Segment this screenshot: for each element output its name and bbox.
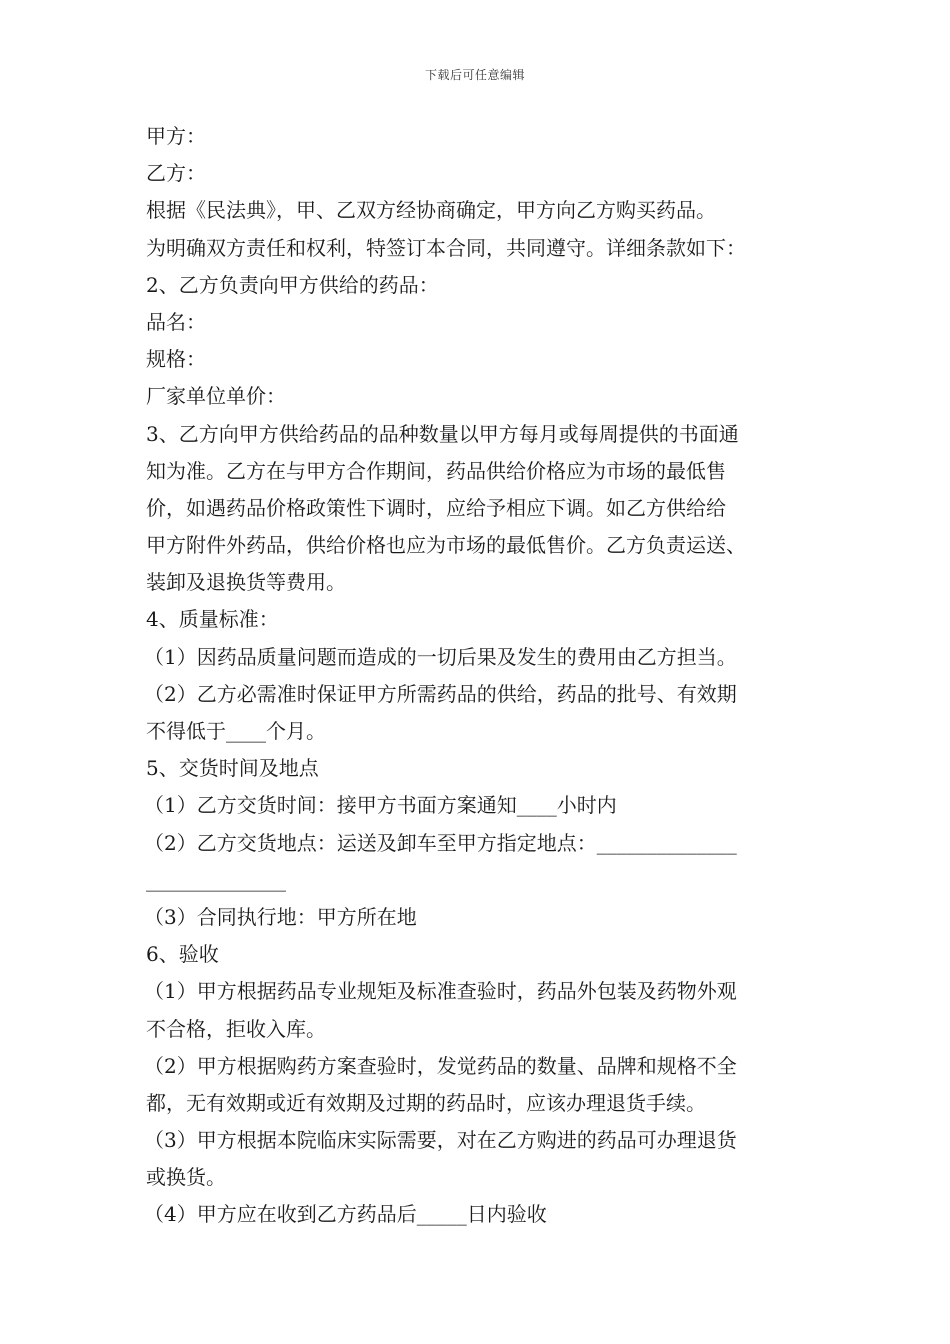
clause-6-item-1-cont: 不合格，拒收入库。 <box>146 1016 326 1041</box>
clause-6-item-2-cont: 都，无有效期或近有效期及过期的药品时，应该办理退货手续。 <box>146 1090 706 1115</box>
clause-3-line-3: 价，如遇药品价格政策性下调时，应给予相应下调。如乙方供给给 <box>146 495 726 520</box>
preamble-line-1: 根据《民法典》，甲、乙双方经协商确定，甲方向乙方购买药品。 <box>146 198 716 223</box>
specification-line: 规格： <box>146 347 206 372</box>
clause-3-line-2: 知为准。乙方在与甲方合作期间，药品供给价格应为市场的最低售 <box>146 458 726 483</box>
document-body <box>146 118 826 1234</box>
preamble-line-2: 为明确双方责任和权利，特签订本合同，共同遵守。详细条款如下： <box>146 235 746 260</box>
clause-3-line-1: 3、乙方向甲方供给药品的品种数量以甲方每月或每周提供的书面通 <box>146 421 739 446</box>
clause-2-heading: 2、乙方负责向甲方供给的药品： <box>146 272 439 297</box>
product-name-line: 品名： <box>146 309 206 334</box>
clause-5-item-2-blank: ______________ <box>146 867 286 892</box>
clause-6-item-1: （1）甲方根据药品专业规矩及标准查验时，药品外包装及药物外观 <box>144 979 737 1004</box>
clause-6-item-4: （4）甲方应在收到乙方药品后_____日内验收 <box>144 1202 547 1227</box>
clause-4-item-2: （2）乙方必需准时保证甲方所需药品的供给，药品的批号、有效期 <box>144 681 737 706</box>
clause-5-item-2: （2）乙方交货地点：运送及卸车至甲方指定地点：______________ <box>144 830 737 855</box>
clause-3-line-4: 甲方附件外药品，供给价格也应为市场的最低售价。乙方负责运送、 <box>146 533 746 558</box>
clause-4-item-1: （1）因药品质量问题而造成的一切后果及发生的费用由乙方担当。 <box>144 644 737 669</box>
party-b-line: 乙方： <box>146 161 206 186</box>
clause-4-heading: 4、质量标准： <box>146 607 279 632</box>
clause-4-item-2-cont: 不得低于____个月。 <box>146 719 326 743</box>
clause-6-item-2: （2）甲方根据购药方案查验时，发觉药品的数量、品牌和规格不全 <box>144 1053 737 1078</box>
manufacturer-price-line: 厂家单位单价： <box>146 384 286 409</box>
clause-6-heading: 6、验收 <box>146 942 219 967</box>
page-header: 下载后可任意编辑 <box>424 68 525 82</box>
party-a-line: 甲方： <box>146 124 206 148</box>
clause-5-heading: 5、交货时间及地点 <box>146 756 319 781</box>
clause-5-item-1: （1）乙方交货时间：接甲方书面方案通知____小时内 <box>144 793 617 818</box>
clause-5-item-3: （3）合同执行地：甲方所在地 <box>144 904 417 929</box>
clause-6-item-3-cont: 或换货。 <box>146 1165 226 1190</box>
clause-3-line-5: 装卸及退换货等费用。 <box>146 570 346 595</box>
clause-6-item-3: （3）甲方根据本院临床实际需要，对在乙方购进的药品可办理退货 <box>144 1128 737 1153</box>
